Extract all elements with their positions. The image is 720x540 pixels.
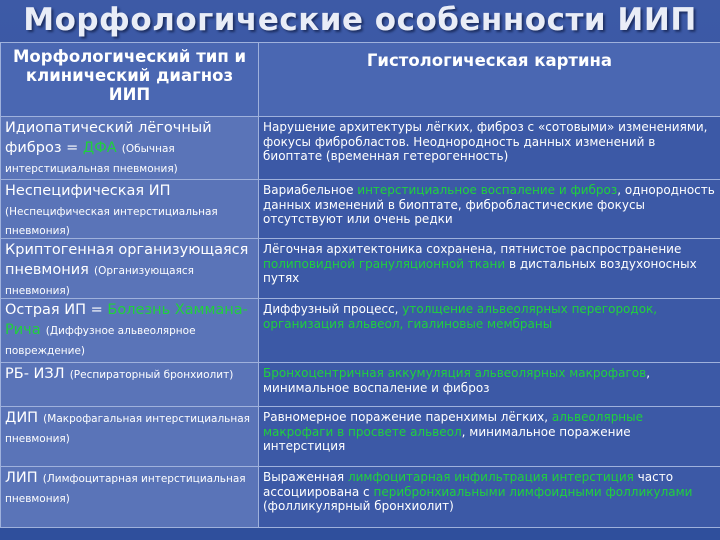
pattern-name: (Диффузное альвеолярное повреждение) (5, 325, 196, 357)
slide-title: Морфологические особенности ИИП (23, 2, 697, 38)
diagnosis-name: Острая ИП = (5, 302, 108, 318)
histology-text: Выраженная (263, 470, 348, 484)
histology-cell (259, 180, 720, 239)
pattern-name: (Неспецифическая интерстициальная пневмония) (5, 206, 218, 237)
histology-text: , минимальное поражение интерстиция (263, 424, 631, 453)
diagnosis-name: ЛИП (5, 470, 38, 486)
table-row (1, 180, 720, 239)
diagnosis-cell (1, 180, 259, 239)
histology-key-finding: интерстициальное воспаление и фиброз (357, 183, 618, 197)
diagnosis-name: РБ- ИЗЛ (5, 366, 65, 382)
pattern-name: (Лимфоцитарная интерстициальная пневмония) (5, 473, 246, 505)
table-row (1, 467, 720, 528)
histology-text: Лёгочная архитектоника сохранена, пятнистое распространение (263, 242, 682, 256)
diagnosis-cell (1, 407, 259, 467)
histology-cell (259, 239, 720, 299)
header-morphological-type: Морфологический тип и клинический диагноз ИИП (1, 43, 259, 117)
diagnosis-cell (1, 117, 259, 180)
table-row (1, 117, 720, 180)
histology-key-finding: лимфоцитарная инфильтрация интерстиция (347, 470, 634, 484)
diagnosis-name: ДИП (5, 410, 39, 426)
histology-text: Вариабельное (263, 183, 358, 197)
header-histological-picture: Гистологическая картина (259, 43, 720, 117)
histology-text: часто ассоциирована с (263, 470, 674, 499)
diagnosis-synonym: ДФА (82, 140, 117, 156)
pattern-name: (Макрофагальная интерстициальная пневмония) (5, 413, 250, 445)
diagnosis-synonym: Болезнь Хаммана-Рича (5, 302, 248, 338)
table-row (1, 363, 720, 407)
histology-key-finding: полиповидной грануляционной ткани (263, 256, 506, 271)
table-row (1, 407, 720, 467)
diagnosis-cell (1, 363, 259, 407)
histology-key-finding: альвеолярные макрофаги в просвете альвеол (263, 410, 644, 439)
diagnosis-name: Неспецифическая ИП (5, 183, 171, 199)
diagnosis-name: Криптогенная организующаяся пневмония (5, 242, 249, 278)
histology-text: , однородность данных изменений в биоптате, фибробластические фокусы отсутствуют или очень редки (263, 183, 715, 226)
histology-key-finding: Бронхоцентричная аккумуляция альвеолярных макрофагов (263, 366, 647, 380)
morphology-table (0, 42, 720, 528)
histology-key-finding: утолщение альвеолярных перегородок, организация альвеол, гиалиновые мембраны (263, 302, 658, 331)
pattern-name: (Респираторный бронхиолит) (69, 369, 234, 381)
histology-text: Нарушение архитектуры лёгких, фиброз с «сотовыми» изменениями, фокусы фибробластов. Неоднородность данных изменений в биоптате (временная гетерогенность) (263, 120, 708, 163)
histology-cell (259, 467, 720, 528)
histology-text: (фолликулярный бронхиолит) (263, 499, 454, 513)
histology-cell (259, 363, 720, 407)
histology-text: Диффузный процесс, (263, 302, 403, 316)
diagnosis-cell (1, 467, 259, 528)
pattern-name: (Организующаяся пневмония) (5, 265, 195, 297)
histology-cell (259, 299, 720, 363)
histology-cell (259, 407, 720, 467)
diagnosis-name: Идиопатический лёгочный фиброз = (5, 120, 212, 156)
histology-key-finding: перибронхиальными лимфоидными фолликулами (373, 484, 693, 499)
histology-cell (259, 117, 720, 180)
table-row (1, 239, 720, 299)
histology-text: Равномерное поражение паренхимы лёгких, (263, 410, 552, 424)
pattern-name: (Обычная интерстициальная пневмония) (5, 143, 178, 175)
diagnosis-cell (1, 239, 259, 299)
histology-text: в дистальных воздухоносных путях (263, 256, 697, 285)
histology-text: , минимальное воспаление и фиброз (263, 366, 651, 395)
diagnosis-cell (1, 299, 259, 363)
table-row (1, 299, 720, 363)
